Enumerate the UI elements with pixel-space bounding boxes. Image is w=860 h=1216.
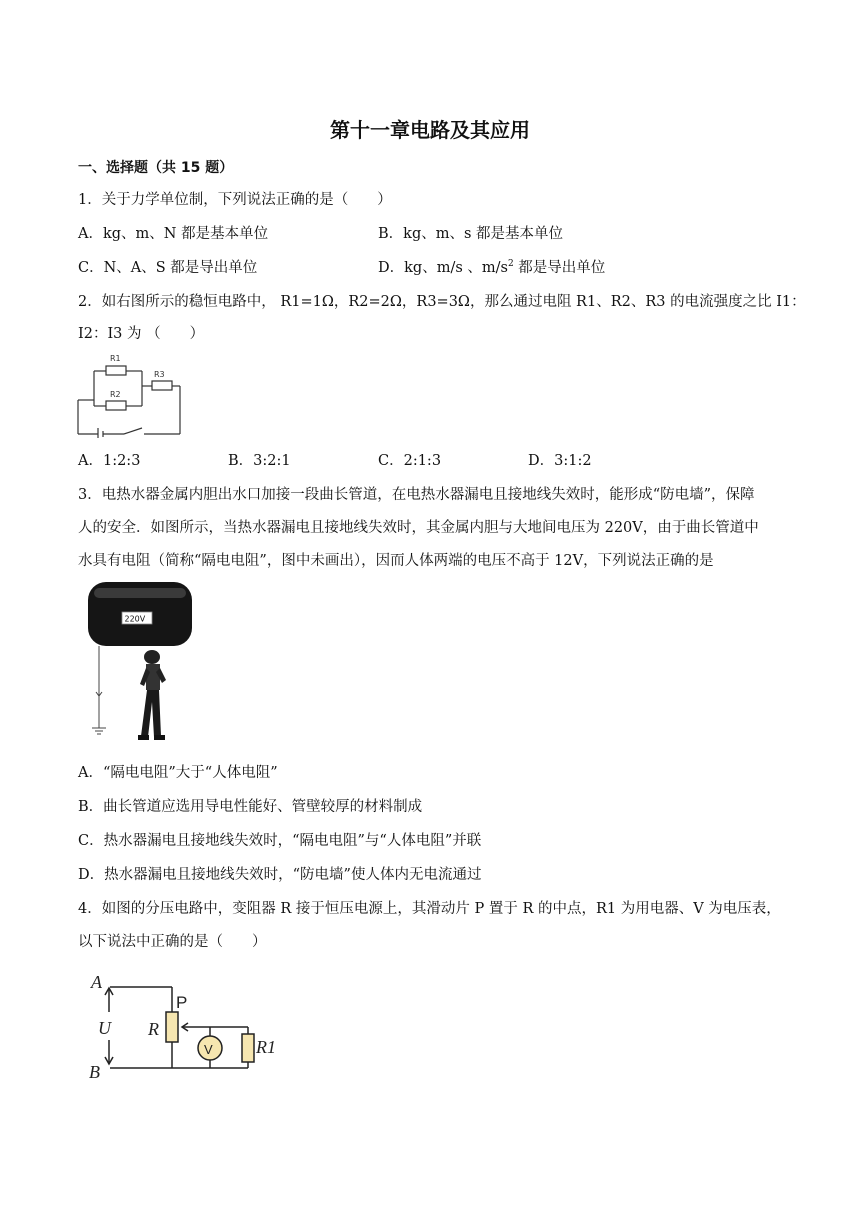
q4-stem-line1: 4．如图的分压电路中，变阻器 R 接于恒压电源上，其滑动片 P 置于 R 的中点，R1 为用电器、V 为电压表，: [78, 901, 781, 917]
r3-label: R3: [154, 370, 165, 379]
page-title: 第十一章电路及其应用: [330, 118, 530, 142]
q3-stem-line1: 3．电热水器金属内胆出水口加接一段曲长管道，在电热水器漏电且接地线失效时，能形成“防电墙”，保障: [78, 487, 755, 503]
q2-circuit-diagram: [76, 348, 184, 438]
q4-divider-circuit: [86, 968, 296, 1086]
q2-stem-line2: I2：I3 为 （ ）: [78, 326, 205, 342]
slider-p-label: P: [176, 993, 188, 1012]
rheostat-r-label: R: [148, 1019, 159, 1039]
q3-option-b: B．曲长管道应选用导电性能好、管壁较厚的材料制成: [78, 799, 423, 815]
q2-option-b: B．3:2:1: [228, 453, 291, 469]
node-a-label: A: [91, 972, 102, 992]
q3-option-d: D．热水器漏电且接地线失效时，“防电墙”使人体内无电流通过: [78, 867, 482, 883]
q1-option-c: C．N、A、S 都是导出单位: [78, 260, 258, 276]
q3-stem-line2: 人的安全．如图所示，当热水器漏电且接地线失效时，其金属内胆与大地间电压为 220V，由于曲长管道中: [78, 520, 759, 536]
voltage-label: 220V: [124, 614, 146, 624]
q2-option-c: C．2:1:3: [378, 453, 442, 469]
q2-option-d: D．3:1:2: [528, 453, 592, 469]
q3-water-heater-figure: [86, 580, 196, 750]
q1-option-d: D．kg、m/s 、$m/s^2$ 都是导出单位: [378, 259, 606, 276]
q1-stem: 1．关于力学单位制，下列说法正确的是（ ）: [78, 192, 392, 208]
q2-stem-line1: 2．如右图所示的稳恒电路中， R1=1Ω，R2=2Ω，R3=3Ω，那么通过电阻 R1、R2、R3 的电流强度之比 I1：: [78, 294, 806, 310]
q1-option-a: A．kg、m、N 都是基本单位: [78, 226, 269, 242]
section-heading: 一、选择题（共 15 题）: [78, 160, 234, 176]
resistor-r1-label: R1: [256, 1037, 276, 1057]
r2-label: R2: [110, 390, 121, 399]
voltmeter-v-label: V: [204, 1042, 213, 1057]
r1-label: R1: [110, 354, 121, 363]
node-b-label: B: [89, 1062, 100, 1082]
person-silhouette: [138, 650, 166, 740]
q3-option-a: A．“隔电电阻”大于“人体电阻”: [78, 765, 278, 781]
q4-stem-line2: 以下说法中正确的是（ ）: [78, 934, 267, 950]
q2-option-a: A．1:2:3: [78, 453, 141, 469]
voltage-u-label: U: [98, 1018, 111, 1038]
q3-stem-line3: 水具有电阻（简称“隔电电阻”，图中未画出），因而人体两端的电压不高于 12V，下列说法正确的是: [78, 553, 714, 569]
q3-option-c: C．热水器漏电且接地线失效时，“隔电电阻”与“人体电阻”并联: [78, 833, 482, 849]
q1-option-b: B．kg、m、s 都是基本单位: [378, 226, 564, 242]
